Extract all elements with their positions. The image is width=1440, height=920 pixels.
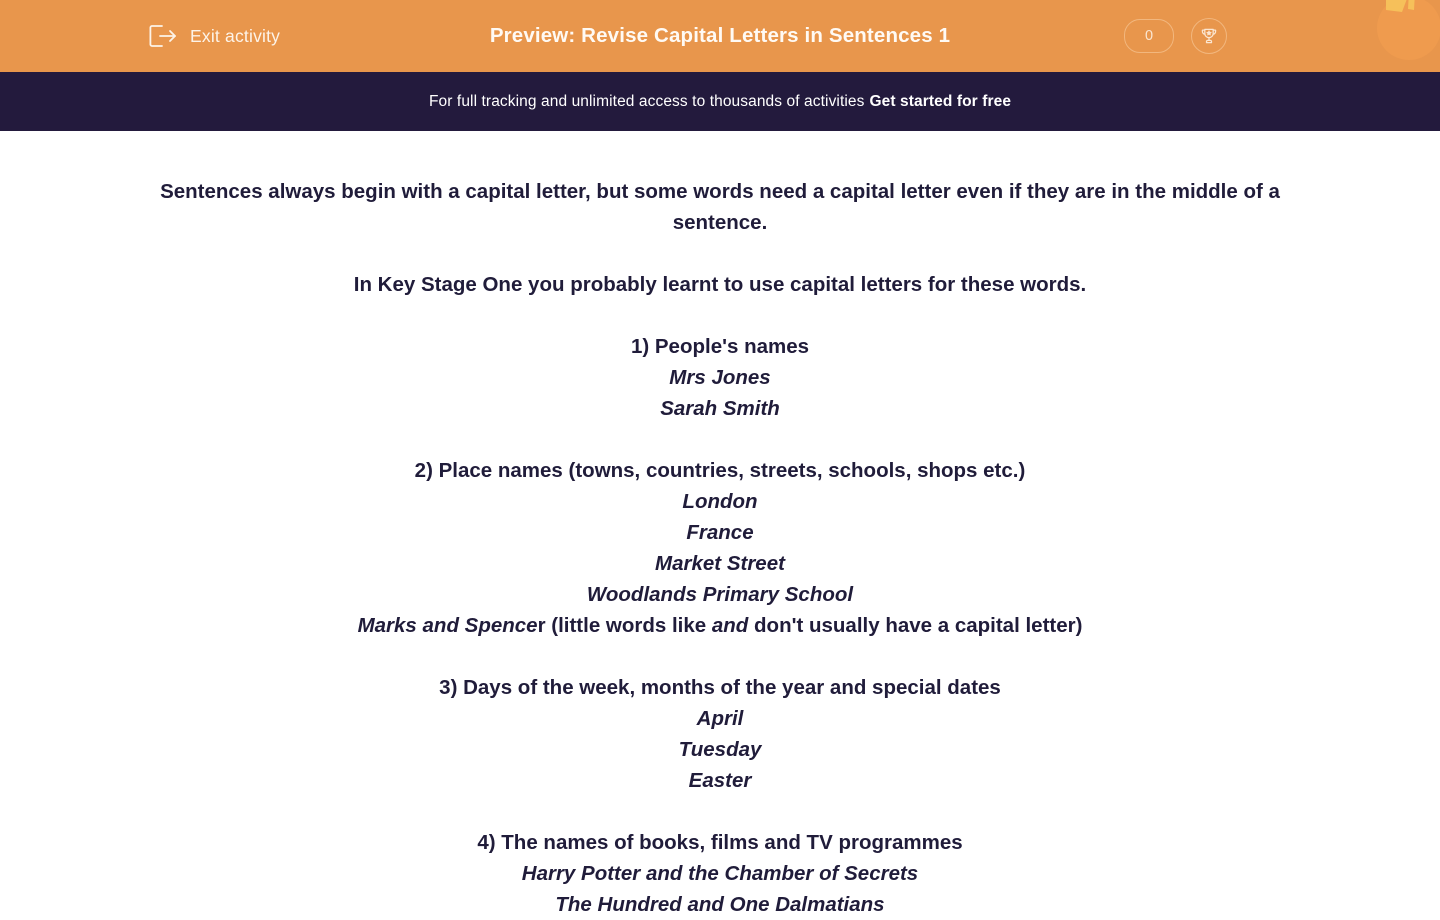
exit-arrow-icon xyxy=(148,22,178,50)
worksheet-content xyxy=(0,131,1440,920)
section-2 xyxy=(0,455,1440,641)
top-bar xyxy=(0,0,1440,72)
section-note-plain-end: don't usually have a capital letter) xyxy=(748,614,1083,637)
section-example: London xyxy=(682,490,758,513)
trophy-icon xyxy=(1199,26,1219,46)
section-example: Tuesday xyxy=(678,738,762,761)
orange-fruit-icon xyxy=(1364,0,1440,68)
section-note-plain-mid: r (little words like xyxy=(537,614,712,637)
points-value: 0 xyxy=(1144,28,1154,44)
section-4 xyxy=(0,827,1440,920)
section-3 xyxy=(0,672,1440,796)
topbar-actions xyxy=(1124,0,1227,72)
second-paragraph: In Key Stage One you probably learnt to use capital letters for these words. xyxy=(353,273,1087,296)
points-badge[interactable] xyxy=(1124,19,1174,53)
section-example: Harry Potter and the Chamber of Secrets xyxy=(521,862,919,885)
trophy-button[interactable] xyxy=(1191,18,1227,54)
section-note-italic-word: and xyxy=(711,614,749,637)
section-heading: 4) The names of books, films and TV programmes xyxy=(477,831,963,854)
section-example: The Hundred and One Dalmatians xyxy=(555,893,885,916)
page-title: Preview: Revise Capital Letters in Sentences 1 xyxy=(489,24,951,47)
section-note xyxy=(0,610,1440,641)
exit-activity-button[interactable] xyxy=(148,0,280,72)
promo-message: For full tracking and unlimited access to thousands of activities xyxy=(428,92,865,110)
section-example: France xyxy=(686,521,754,544)
section-heading: 3) Days of the week, months of the year and special dates xyxy=(439,676,1001,699)
section-example: Mrs Jones xyxy=(669,366,771,389)
section-1 xyxy=(0,331,1440,424)
section-example: Market Street xyxy=(655,552,785,575)
section-example: Easter xyxy=(688,769,752,792)
section-example: April xyxy=(696,707,744,730)
exit-activity-label: Exit activity xyxy=(190,25,281,46)
intro-paragraph: Sentences always begin with a capital letter, but some words need a capital letter even if they are in the middle of a sentence. xyxy=(160,180,1280,234)
section-example: Sarah Smith xyxy=(660,397,780,420)
section-heading: 1) People's names xyxy=(630,335,810,358)
section-note-italic-start: Marks and Spence xyxy=(357,614,538,637)
section-heading: 2) Place names (towns, countries, streets, schools, shops etc.) xyxy=(414,459,1026,482)
section-example: Woodlands Primary School xyxy=(586,583,854,606)
get-started-link[interactable]: Get started for free xyxy=(869,92,1012,110)
promo-banner xyxy=(0,72,1440,131)
